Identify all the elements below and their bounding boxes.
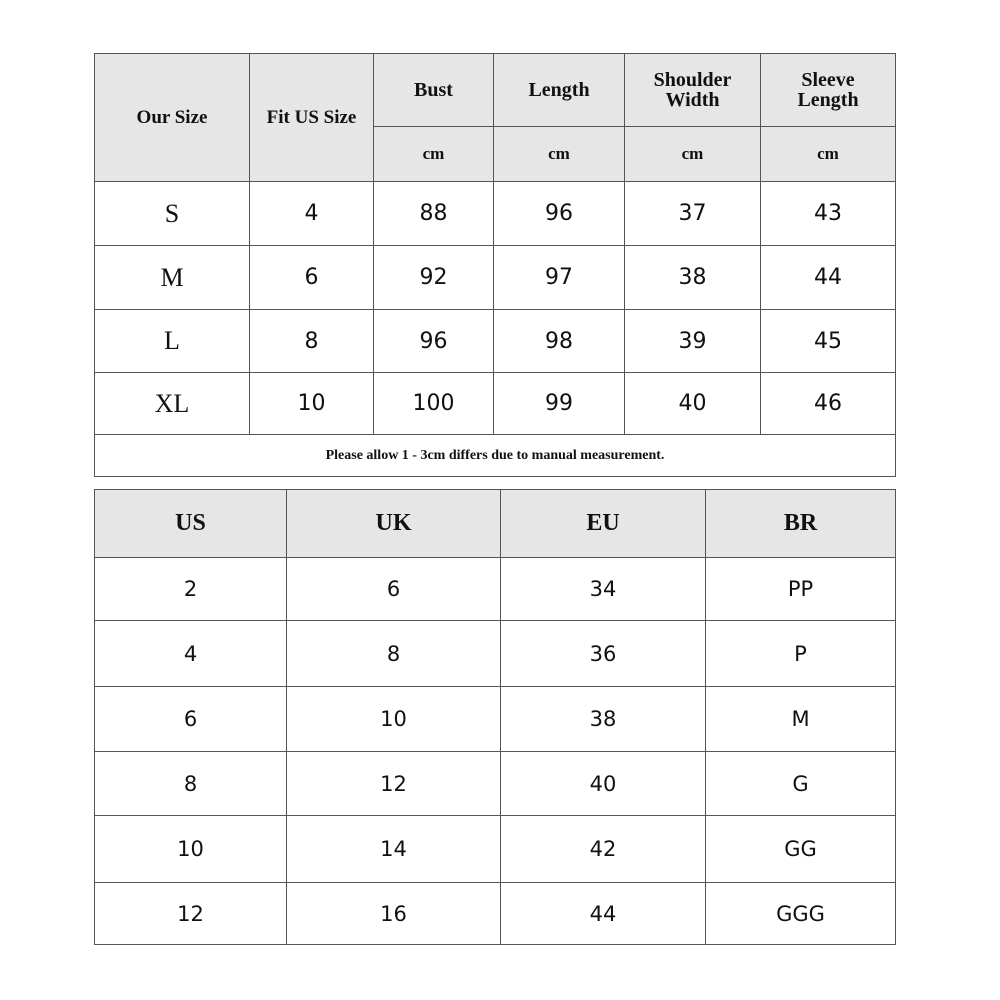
cell-br: GGG [706, 883, 896, 945]
cell-br: PP [706, 558, 896, 621]
cell-br: P [706, 621, 896, 687]
header-shoulder-width-line1: Shoulder [653, 69, 732, 91]
cell-us: 12 [95, 883, 287, 945]
cell-sleeve: 44 [761, 246, 896, 310]
header-sleeve-length-line2: Length [797, 89, 859, 111]
cell-uk: 6 [287, 558, 501, 621]
cell-shoulder: 38 [625, 246, 761, 310]
cell-us: 8 [95, 752, 287, 816]
header-shoulder-width-line2: Width [665, 89, 720, 111]
cell-shoulder: 39 [625, 310, 761, 373]
unit-bust: cm [374, 127, 494, 182]
table-row [95, 752, 896, 816]
header-br: BR [706, 490, 896, 558]
cell-shoulder: 40 [625, 373, 761, 435]
cell-br: G [706, 752, 896, 816]
table-row [95, 373, 896, 435]
cell-us-size: 10 [250, 373, 374, 435]
cell-uk: 16 [287, 883, 501, 945]
header-our-size: Our Size [95, 54, 250, 182]
cell-us-size: 6 [250, 246, 374, 310]
cell-sleeve: 43 [761, 182, 896, 246]
header-sleeve-length-line1: Sleeve [801, 69, 855, 91]
cell-us: 6 [95, 687, 287, 752]
cell-uk: 14 [287, 816, 501, 883]
unit-shoulder-width: cm [625, 127, 761, 182]
header-length: Length [494, 54, 625, 127]
cell-bust: 100 [374, 373, 494, 435]
cell-length: 96 [494, 182, 625, 246]
cell-size: M [95, 246, 250, 310]
cell-length: 98 [494, 310, 625, 373]
table-row [95, 246, 896, 310]
cell-size: S [95, 182, 250, 246]
cell-shoulder: 37 [625, 182, 761, 246]
cell-eu: 34 [501, 558, 706, 621]
cell-uk: 12 [287, 752, 501, 816]
unit-length: cm [494, 127, 625, 182]
cell-bust: 88 [374, 182, 494, 246]
header-uk: UK [287, 490, 501, 558]
cell-us-size: 8 [250, 310, 374, 373]
cell-eu: 42 [501, 816, 706, 883]
cell-bust: 92 [374, 246, 494, 310]
cell-length: 97 [494, 246, 625, 310]
cell-us-size: 4 [250, 182, 374, 246]
table-row [95, 621, 896, 687]
table-row [95, 558, 896, 621]
cell-br: GG [706, 816, 896, 883]
header-fit-us-size: Fit US Size [250, 54, 374, 182]
unit-sleeve-length: cm [761, 127, 896, 182]
cell-sleeve: 46 [761, 373, 896, 435]
cell-length: 99 [494, 373, 625, 435]
cell-eu: 40 [501, 752, 706, 816]
header-shoulder-width [625, 54, 761, 127]
cell-bust: 96 [374, 310, 494, 373]
size-conversion-table [94, 489, 896, 945]
cell-us: 4 [95, 621, 287, 687]
cell-eu: 36 [501, 621, 706, 687]
table-row [95, 883, 896, 945]
cell-eu: 44 [501, 883, 706, 945]
header-bust: Bust [374, 54, 494, 127]
cell-us: 2 [95, 558, 287, 621]
cell-uk: 10 [287, 687, 501, 752]
header-us: US [95, 490, 287, 558]
table-row [95, 182, 896, 246]
table-row [95, 310, 896, 373]
table-row [95, 816, 896, 883]
cell-size: L [95, 310, 250, 373]
cell-sleeve: 45 [761, 310, 896, 373]
header-eu: EU [501, 490, 706, 558]
measurement-note: Please allow 1 - 3cm differs due to manual measurement. [95, 435, 896, 477]
cell-uk: 8 [287, 621, 501, 687]
cell-br: M [706, 687, 896, 752]
table-row [95, 687, 896, 752]
cell-eu: 38 [501, 687, 706, 752]
header-sleeve-length [761, 54, 896, 127]
size-chart-table [94, 53, 896, 477]
cell-us: 10 [95, 816, 287, 883]
cell-size: XL [95, 373, 250, 435]
